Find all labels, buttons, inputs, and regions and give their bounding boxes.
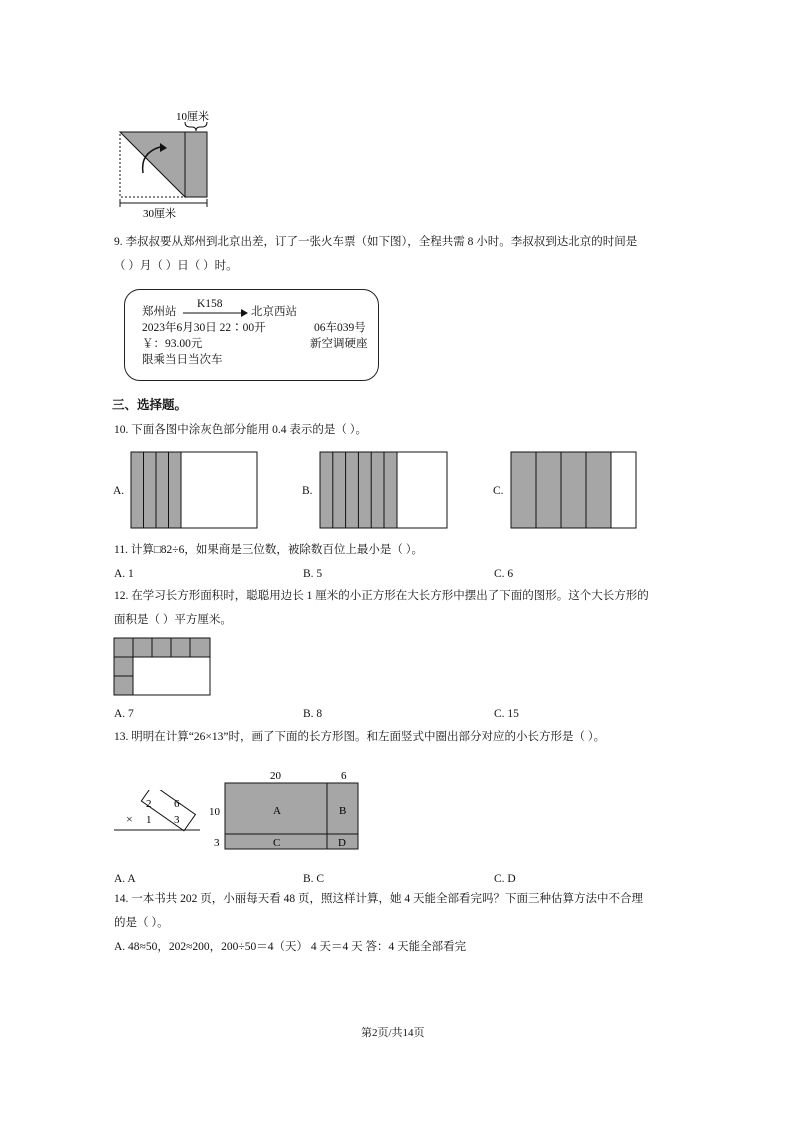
q13-digit-6: 6 — [174, 798, 180, 810]
ticket-seat-type: 新空调硬座 — [310, 338, 368, 350]
q13-digit-3: 3 — [174, 814, 180, 826]
ticket-to: 北京西站 — [251, 306, 297, 318]
q13-region-c: C — [273, 837, 281, 849]
q11-option-c: C. 6 — [494, 568, 514, 580]
q14-line1: 14. 一本书共 202 页，小丽每天看 48 页，照这样计算，她 4 天能全部看完吗？下面三种估算方法中不合理 — [114, 893, 643, 905]
q10-stem: 10. 下面各图中涂灰色部分能用 0.4 表示的是（ ）。 — [114, 424, 367, 436]
q13-label-3: 3 — [214, 837, 220, 849]
q12-tiling-figure — [113, 637, 213, 698]
train-ticket — [124, 289, 379, 381]
q13-vertical-multiplication — [112, 790, 204, 835]
q14-line2: 的是（ ）。 — [114, 917, 169, 929]
section-title: 三、选择题。 — [112, 397, 188, 412]
q9-line1: 9. 李叔叔要从郑州到北京出差，订了一张火车票（如下图），全程共需 8 小时。李叔叔到达北京的时间是 — [114, 236, 638, 248]
q10-option-b-figure — [319, 451, 449, 529]
ticket-note: 限乘当日当次车 — [142, 354, 223, 366]
q13-region-d: D — [338, 837, 346, 849]
q13-digit-1: 1 — [146, 814, 152, 826]
q12-option-c: C. 15 — [494, 708, 519, 720]
q13-label-6: 6 — [341, 770, 347, 782]
q13-area-model — [206, 767, 361, 853]
q13-region-a: A — [273, 805, 281, 817]
arrow-icon — [183, 309, 248, 317]
q10-option-c-label: C. — [493, 485, 504, 497]
q10-option-b-label: B. — [302, 485, 313, 497]
q10-option-c-figure — [510, 451, 638, 529]
q14-option-a: A. 48≈50，202≈200，200÷50＝4（天） 4 天＝4 天 答：4 天能全部看完 — [114, 941, 467, 953]
q13-digit-2: 2 — [146, 798, 152, 810]
ticket-price: ￥：93.00元 — [142, 338, 203, 350]
q10-option-a-figure — [130, 451, 260, 529]
ticket-car-seat: 06车039号 — [314, 322, 366, 334]
q12-option-b: B. 8 — [303, 708, 323, 720]
q13-label-20: 20 — [270, 770, 281, 782]
q11-stem: 11. 计算□82÷6，如果商是三位数，被除数百位上最小是（ ）。 — [114, 544, 423, 556]
q11-option-b: B. 5 — [303, 568, 323, 580]
q13-stem: 13. 明明在计算“26×13”时，画了下面的长方形图。和左面竖式中圈出部分对应的小长方形是（ ）。 — [114, 731, 606, 743]
ticket-from: 郑州站 — [142, 306, 177, 318]
ticket-train-number: K158 — [197, 298, 223, 310]
q10-option-a-label: A. — [113, 485, 125, 497]
q12-option-a: A. 7 — [114, 708, 134, 720]
ticket-datetime: 2023年6月30日 22∶00开 — [142, 322, 266, 334]
rotation-figure — [110, 105, 225, 220]
q13-label-10: 10 — [209, 806, 220, 818]
figure-bottom-label: 30厘米 — [143, 208, 176, 220]
q13-region-b: B — [339, 805, 347, 817]
q13-times-sign: × — [126, 812, 133, 826]
q11-option-a: A. 1 — [114, 568, 134, 580]
page-number: 第2页/共14页 — [361, 1027, 425, 1039]
q13-option-b: B. C — [303, 873, 325, 885]
q13-option-c: C. D — [494, 873, 516, 885]
figure-top-label: 10厘米 — [176, 111, 209, 123]
q12-line1: 12. 在学习长方形面积时，聪聪用边长 1 厘米的小正方形在大长方形中摆出了下面的图形。这个大长方形的 — [114, 590, 649, 602]
q13-option-a: A. A — [114, 873, 136, 885]
q9-line2: （ ）月（ ）日（ ）时。 — [114, 260, 238, 272]
q12-line2: 面积是（ ）平方厘米。 — [114, 614, 232, 626]
